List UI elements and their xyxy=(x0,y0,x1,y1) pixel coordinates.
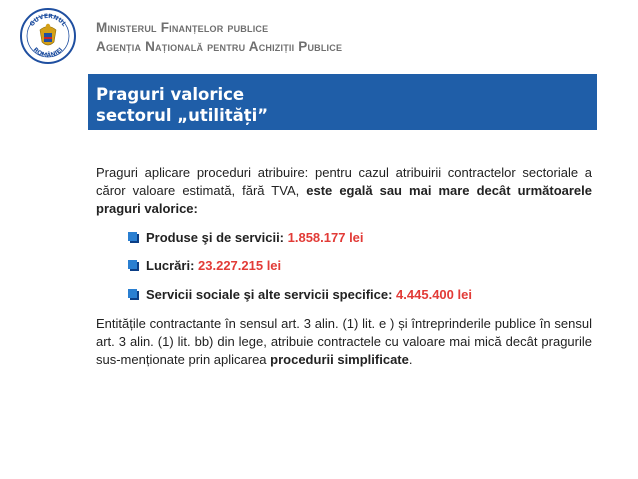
ministry-name: Ministerul Finanțelor publice xyxy=(96,20,269,35)
agency-name: Agenția Națională pentru Achiziții Publice xyxy=(96,39,343,54)
seal-text-top: GUVERNUL xyxy=(28,12,68,28)
threshold-item xyxy=(128,287,472,302)
slide-title-line-1: Praguri valorice xyxy=(96,85,245,104)
government-seal-icon xyxy=(20,8,76,64)
threshold-value: 1.858.177 lei xyxy=(287,230,364,245)
organization-header xyxy=(96,18,342,56)
threshold-label: Servicii sociale şi alte servicii specifice: xyxy=(146,287,397,302)
intro-emphasis: este egală sau mai mare decât următoarele praguri valorice: xyxy=(96,183,592,216)
intro-text: Praguri aplicare proceduri atribuire: pentru cazul atribuirii contractelor sectoriale a căror valoare estimată, fără TVA, xyxy=(96,165,592,198)
threshold-label: Lucrări: xyxy=(146,258,199,273)
outro-emphasis: procedurii simplificate xyxy=(270,352,409,367)
outro-paragraph xyxy=(96,315,592,369)
threshold-label: Produse şi de servicii: xyxy=(146,230,288,245)
outro-text: Entitățile contractante în sensul art. 3 alin. (1) lit. e ) și întreprinderile publice în sensul art. 3 alin. (1) lit. bb) din lege, atribuie contractele cu valoare mai mică decât pragurile sus-menționate prin aplicarea xyxy=(96,316,592,367)
threshold-item xyxy=(128,258,281,273)
threshold-item xyxy=(128,230,364,245)
checkbox-bullet-icon xyxy=(128,289,139,300)
seal-text-bottom: ROMÂNIEI xyxy=(31,46,65,60)
intro-paragraph xyxy=(96,164,592,218)
outro-end: . xyxy=(408,352,413,367)
slide-title-line-2: sectorul „utilități” xyxy=(96,106,269,125)
checkbox-bullet-icon xyxy=(128,260,139,271)
checkbox-bullet-icon xyxy=(128,232,139,243)
threshold-value: 23.227.215 lei xyxy=(198,258,282,273)
threshold-value: 4.445.400 lei xyxy=(396,287,472,302)
